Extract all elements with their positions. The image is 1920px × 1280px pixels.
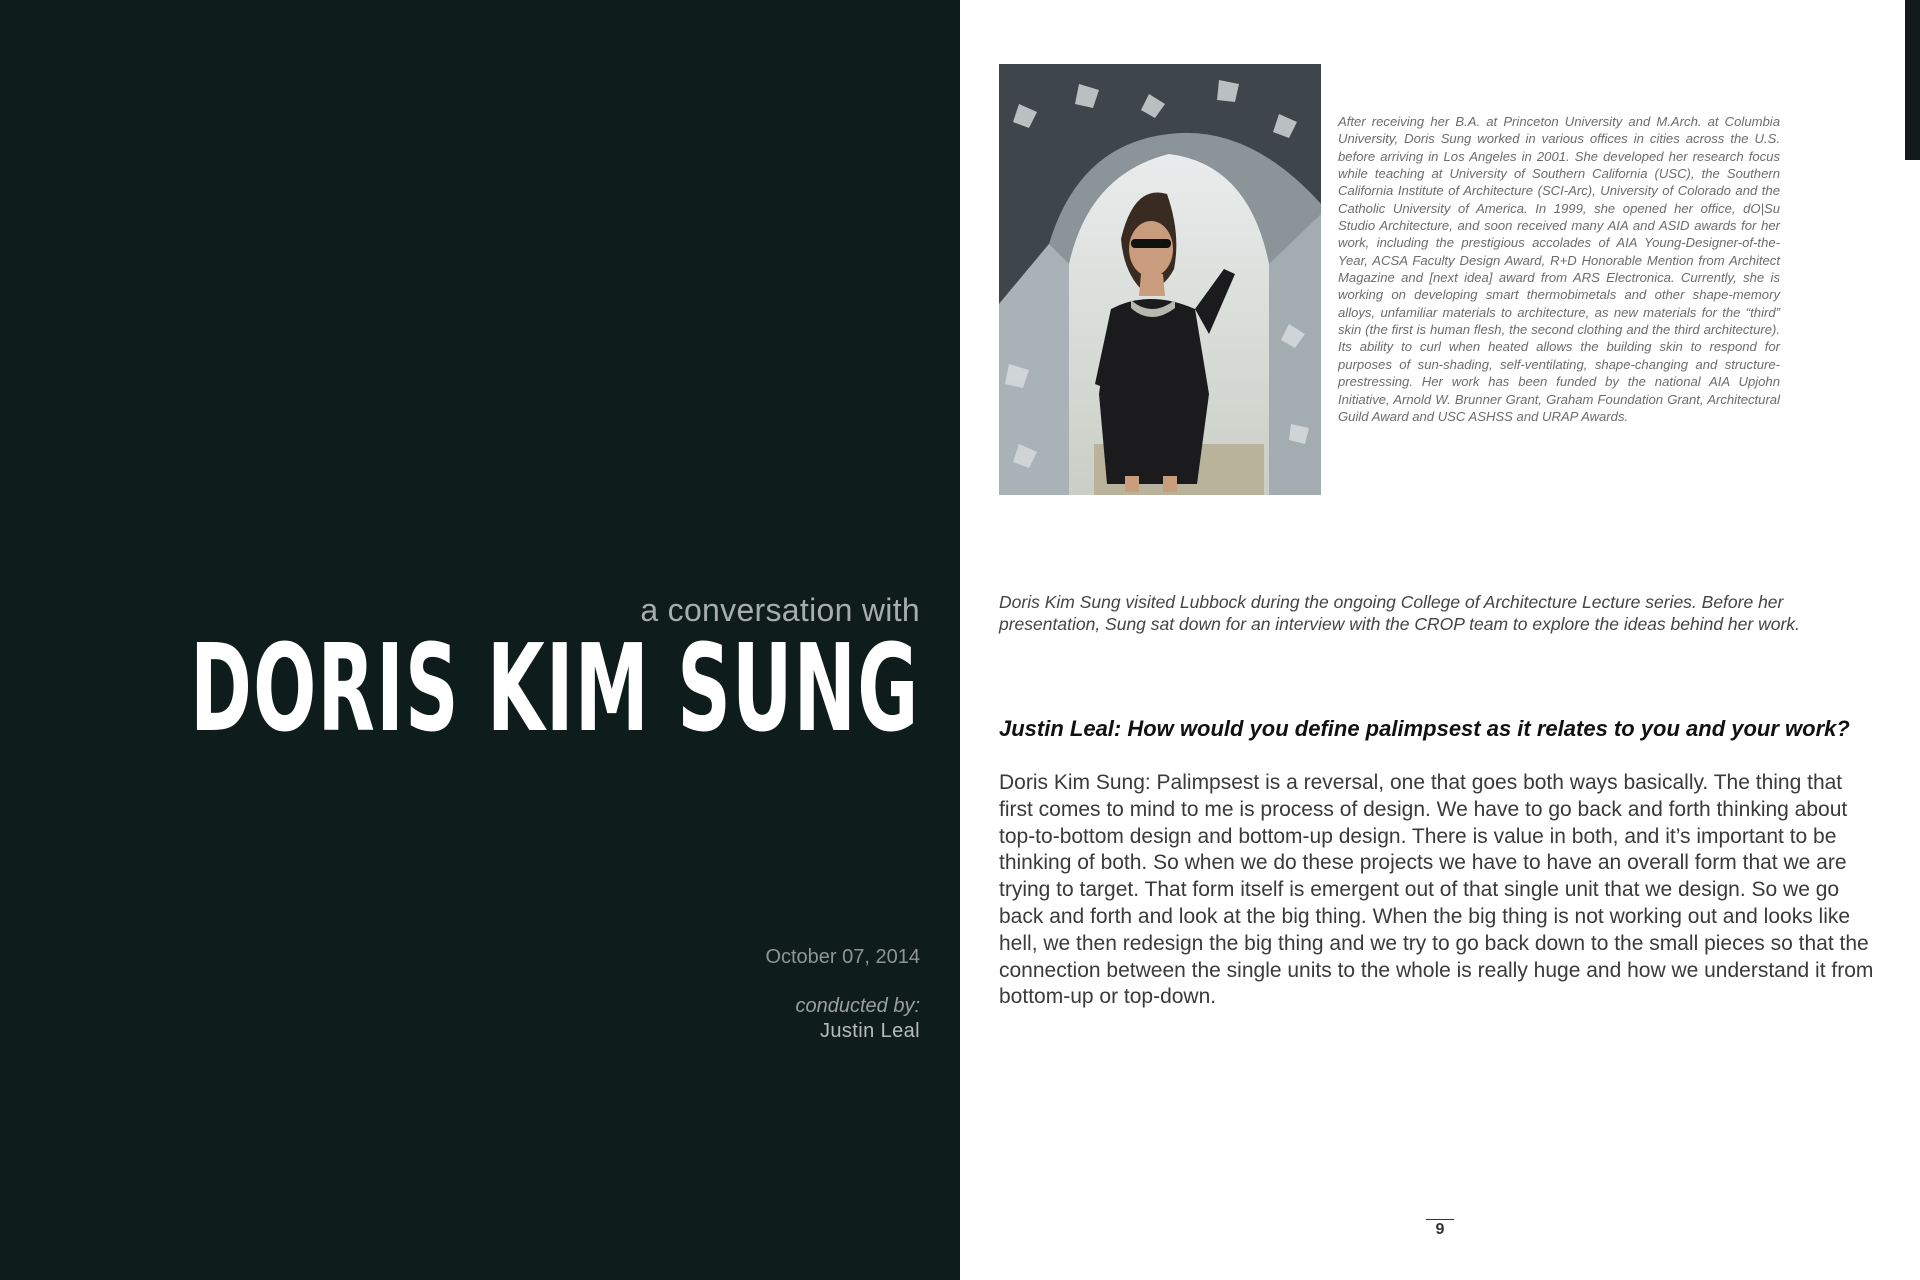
interview-question: Justin Leal: How would you define palimpsest as it relates to you and your work? xyxy=(999,716,1850,741)
page-edge-tab xyxy=(1905,0,1920,160)
page-number: 9 xyxy=(1435,1221,1445,1238)
interview-date: October 07, 2014 xyxy=(765,946,920,968)
bio-paragraph: After receiving her B.A. at Princeton University and M.Arch. at Columbia University, Doris Sung worked in various offices in cities across the U.S. before arriving in Los Angeles in 2001. She developed her research focus while teaching at University of Southern California (USC), the Southern California Institute of Architecture (SCI-Arc), University of Colorado and the Catholic University of America. In 1999, she opened her office, dO|Su Studio Architecture, and soon received many AIA and ASID awards for her work, including the prestigious accolades of AIA Young-Designer-of-the-Year, ACSA Faculty Design Award, R+D Honorable Mention from Architect Magazine and [next idea] award from ARS Electronica. Currently, she is working on developing smart thermobimetals and other shape-memory alloys, unfamiliar materials to architecture, as new materials for the “third” skin (the first is human flesh, the second clothing and the third architecture). Its ability to curl when heated allows the building skin to respond for purposes of sun-shading, self-ventilating, shape-changing and structure-prestressing. Her work has been funded by the national AIA Upjohn Initiative, Arnold W. Brunner Grant, Graham Foundation Grant, Architectural Guild Award and USC ASHSS and URAP Awards. xyxy=(1338,114,1780,424)
intro-line: a conversation with xyxy=(640,592,920,628)
interview-answer: Doris Kim Sung: Palimpsest is a reversal, one that goes both ways basically. The thing that first comes to mind to me is process of design. We have to go back and forth thinking about top-to-bottom design and bottom-up design. There is value in both, and it’s important to be thinking of both. So when we do these projects we have to have an overall form that we are trying to target. That form itself is emergent out of that single unit that we design. So we go back and forth and look at the big thing. When the big thing is not working out and looks like hell, we then redesign the big thing and we try to go back down to the small pieces so that the connection between the single units to the whole is really huge and how we understand it from bottom-up or top-down. xyxy=(999,771,1874,1009)
interviewer-name: Justin Leal xyxy=(819,1020,920,1042)
portrait-illustration xyxy=(999,64,1321,495)
interview-title: DORIS KIM SUNG xyxy=(189,620,919,759)
lead-paragraph: Doris Kim Sung visited Lubbock during the ongoing College of Architecture Lecture series. Before her presentation, Sung sat down for an interview with the CROP team to explore the ideas behind her work. xyxy=(999,592,1800,634)
portrait-photo xyxy=(999,64,1321,495)
page-number-rule xyxy=(1426,1219,1454,1220)
conducted-by-label: conducted by: xyxy=(795,995,920,1017)
